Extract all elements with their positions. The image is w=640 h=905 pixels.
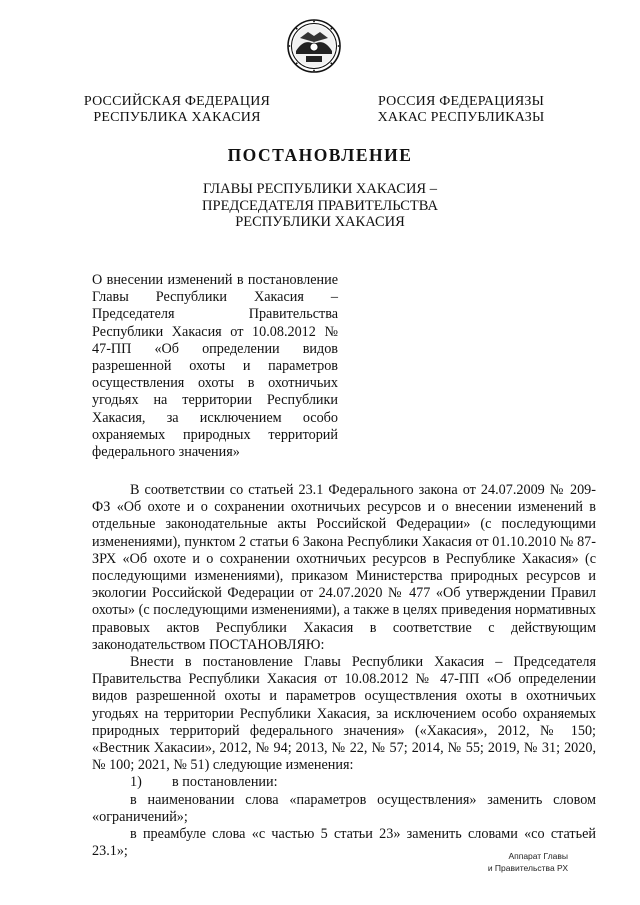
body-paragraph-1: В соответствии со статьей 23.1 Федерального закона от 24.07.2009 № 209-ФЗ «Об охоте и о сохранении охотничьих ресурсов и о внесении изменений в отдельные законодательные акты Российской Федерации» (с последующими изменениями), пунктом 2 статьи 6 Закона Республики Хакасия от 01.10.2010 № 87-ЗРХ «Об охоте и о сохранении охотничьих ресурсов в Республике Хакасия» (с последующими изменениями), приказом Министерства природных ресурсов и экологии Российской Федерации от 24.07.2020 № 477 «Об утверждении Правил охоты» (с последующими изменениями), а также в целях приведения нормативных правовых актов Республики Хакасия в соответствие с действующим законодательством ПОСТАНОВЛЯЮ: bbox=[92, 482, 596, 653]
coat-of-arms-emblem bbox=[286, 18, 342, 74]
stamp-line2: и Правительства РХ bbox=[487, 863, 568, 873]
header-right-line2: ХАКАС РЕСПУБЛИКАЗЫ bbox=[377, 110, 545, 125]
list-item-number: 1) bbox=[130, 774, 142, 791]
body-paragraph-3: в наименовании слова «параметров осуществления» заменить словом «ограничений»; bbox=[92, 791, 596, 825]
body-paragraph-2: Внести в постановление Главы Республики Хакасия – Председателя Правительства Республики Хакасия от 10.08.2012 № 47-ПП «Об определении видов разрешенной охоты и параметров осуществления охоты в охотничьих угодьях на территории Республики Хакасия, за исключением особо охраняемых природных территорий федерального значения» («Хакасия», 2012, № 150; «Вестник Хакасии», 2012, № 94; 2013, № 22, № 57; 2014, № 55; 2019, № 31; 2020, № 100; 2021, № 51) следующие изменения: bbox=[92, 654, 596, 774]
subtitle-line1: ГЛАВЫ РЕСПУБЛИКИ ХАКАСИЯ – bbox=[203, 181, 437, 197]
document-subtitle bbox=[180, 181, 460, 231]
list-item-1 bbox=[92, 774, 596, 791]
header-russian bbox=[82, 94, 272, 126]
subtitle-line3: РЕСПУБЛИКИ ХАКАСИЯ bbox=[235, 214, 405, 230]
body-paragraph-4: в преамбуле слова «с частью 5 статьи 23» заменить словами «со статьей 23.1»; bbox=[92, 826, 596, 860]
header-khakas bbox=[366, 94, 556, 126]
office-stamp bbox=[458, 850, 568, 874]
document-body bbox=[92, 482, 596, 860]
document-title: ПОСТАНОВЛЕНИЕ bbox=[227, 145, 413, 165]
stamp-line1: Аппарат Главы bbox=[508, 851, 568, 861]
header-left-line2: РЕСПУБЛИКА ХАКАСИЯ bbox=[93, 110, 261, 125]
header-right-line1: РОССИЯ ФЕДЕРАЦИЯЗЫ bbox=[377, 94, 545, 109]
header-left-line1: РОССИЙСКАЯ ФЕДЕРАЦИЯ bbox=[83, 94, 271, 109]
list-item-text: в постановлении: bbox=[172, 774, 278, 791]
document-subject: О внесении изменений в постановление Главы Республики Хакасия – Председателя Правительства Республики Хакасия от 10.08.2012 № 47-ПП «Об определении видов разрешенной охоты и параметров осуществления охоты в охотничьих угодьях на территории Республики Хакасия, за исключением особо охраняемых природных территорий федерального значения» bbox=[92, 272, 338, 461]
subtitle-line2: ПРЕДСЕДАТЕЛЯ ПРАВИТЕЛЬСТВА bbox=[202, 197, 438, 214]
